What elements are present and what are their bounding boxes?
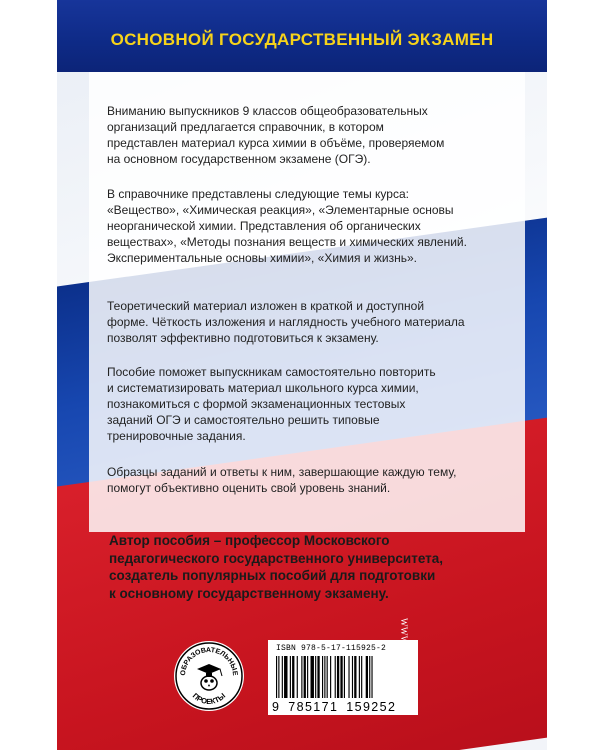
barcode-bar	[282, 656, 283, 698]
barcode-bar	[292, 656, 294, 698]
barcode-bar	[359, 656, 360, 698]
paragraph-line: неорганической химии. Представления об органических	[107, 219, 421, 233]
author-line: педагогического государственного университета,	[109, 550, 444, 566]
paragraph-line: на основном государственном экзамене (ОГЭ).	[107, 152, 371, 166]
paragraph-line: «Вещество», «Химическая реакция», «Элементарные основы	[107, 203, 454, 217]
barcode-digit-lead: 9	[272, 700, 281, 714]
paragraph-line: помогут объективно оценить свой уровень знаний.	[107, 481, 391, 495]
paragraph-line: и систематизировать материал школьного курса химии,	[107, 381, 419, 395]
description-paragraph-1	[107, 103, 507, 167]
header-band	[57, 0, 547, 72]
barcode-bar	[354, 656, 356, 698]
barcode-bar	[335, 656, 336, 698]
barcode-bar	[340, 656, 342, 698]
barcode-bar	[284, 656, 287, 698]
barcode-bar	[301, 656, 302, 698]
barcode-bar	[278, 656, 279, 698]
paragraph-line: В справочнике представлены следующие темы курса:	[107, 187, 409, 201]
author-line: к основному государственному экзамену.	[109, 585, 389, 601]
paragraph-line: позволят эффективно подготовиться к экзамену.	[107, 331, 379, 345]
paragraph-line: заданий ОГЭ и самостоятельно решить типовые	[107, 413, 380, 427]
barcode-bar	[352, 656, 353, 698]
author-note	[109, 532, 509, 602]
barcode-bar	[276, 656, 277, 698]
paragraph-line: Теоретический материал изложен в краткой и доступной	[107, 299, 425, 313]
barcode-bar	[348, 656, 349, 698]
barcode-digit-group: 785171	[288, 700, 339, 714]
exam-title: ОСНОВНОЙ ГОСУДАРСТВЕННЫЙ ЭКЗАМЕН	[110, 30, 494, 49]
paragraph-line: Экспериментальные основы химии», «Химия и жизнь».	[107, 251, 417, 265]
barcode-bar	[327, 656, 328, 698]
paragraph-line: форме. Чёткость изложения и наглядность учебного материала	[107, 315, 465, 329]
paragraph-line: Пособие поможет выпускникам самостоятельно повторить	[107, 365, 436, 379]
barcode	[268, 640, 418, 715]
barcode-bar	[322, 656, 323, 698]
logo-bottom-text: ПРОЕКТЫ	[190, 691, 228, 707]
description-paragraph-5	[107, 464, 507, 496]
barcode-digits	[272, 700, 396, 714]
barcode-bar	[304, 656, 306, 698]
barcode-bar	[337, 656, 339, 698]
author-line: Автор пособия – профессор Московского	[109, 533, 390, 548]
barcode-bar	[361, 656, 362, 698]
barcode-bar	[297, 656, 298, 698]
barcode-bar	[315, 656, 316, 698]
description-paragraph-2	[107, 186, 507, 266]
website-url[interactable]: WWW.AST.RU	[399, 618, 409, 680]
barcode-bar	[311, 656, 314, 698]
barcode-bars	[276, 656, 410, 698]
barcode-bar	[324, 656, 325, 698]
barcode-bar	[317, 656, 319, 698]
barcode-bar	[366, 656, 368, 698]
paragraph-line: познакомиться с формой экзаменационных тестовых	[107, 397, 406, 411]
description-panel	[89, 72, 525, 532]
description-paragraph-3	[107, 298, 507, 346]
barcode-bar	[344, 656, 345, 698]
paragraph-line: Вниманию выпускников 9 классов общеобразовательных	[107, 104, 428, 118]
book-back-cover	[57, 0, 547, 750]
description-paragraph-4	[107, 364, 507, 444]
publisher-logo	[173, 640, 245, 712]
barcode-bar	[330, 656, 331, 698]
barcode-bar	[371, 656, 372, 698]
paragraph-line: веществах», «Методы познания веществ и химических явлений.	[107, 235, 467, 249]
paragraph-line: организаций предлагается справочник, в котором	[107, 120, 384, 134]
logo-top-text: ОБРАЗОВАТЕЛЬНЫЕ	[179, 646, 239, 677]
isbn-text: ISBN 978-5-17-115925-2	[276, 644, 387, 653]
barcode-bar	[369, 656, 370, 698]
paragraph-line: Образцы заданий и ответы к ним, завершающие каждую тему,	[107, 465, 457, 479]
author-line: создатель популярных пособий для подготовки	[109, 568, 436, 583]
paragraph-line: представлен материал курса химии в объёме, проверяемом	[107, 136, 445, 150]
barcode-digit-group: 159252	[346, 700, 397, 714]
barcode-bar	[307, 656, 308, 698]
paragraph-line: тренировочные задания.	[107, 429, 246, 443]
barcode-bar	[290, 656, 291, 698]
